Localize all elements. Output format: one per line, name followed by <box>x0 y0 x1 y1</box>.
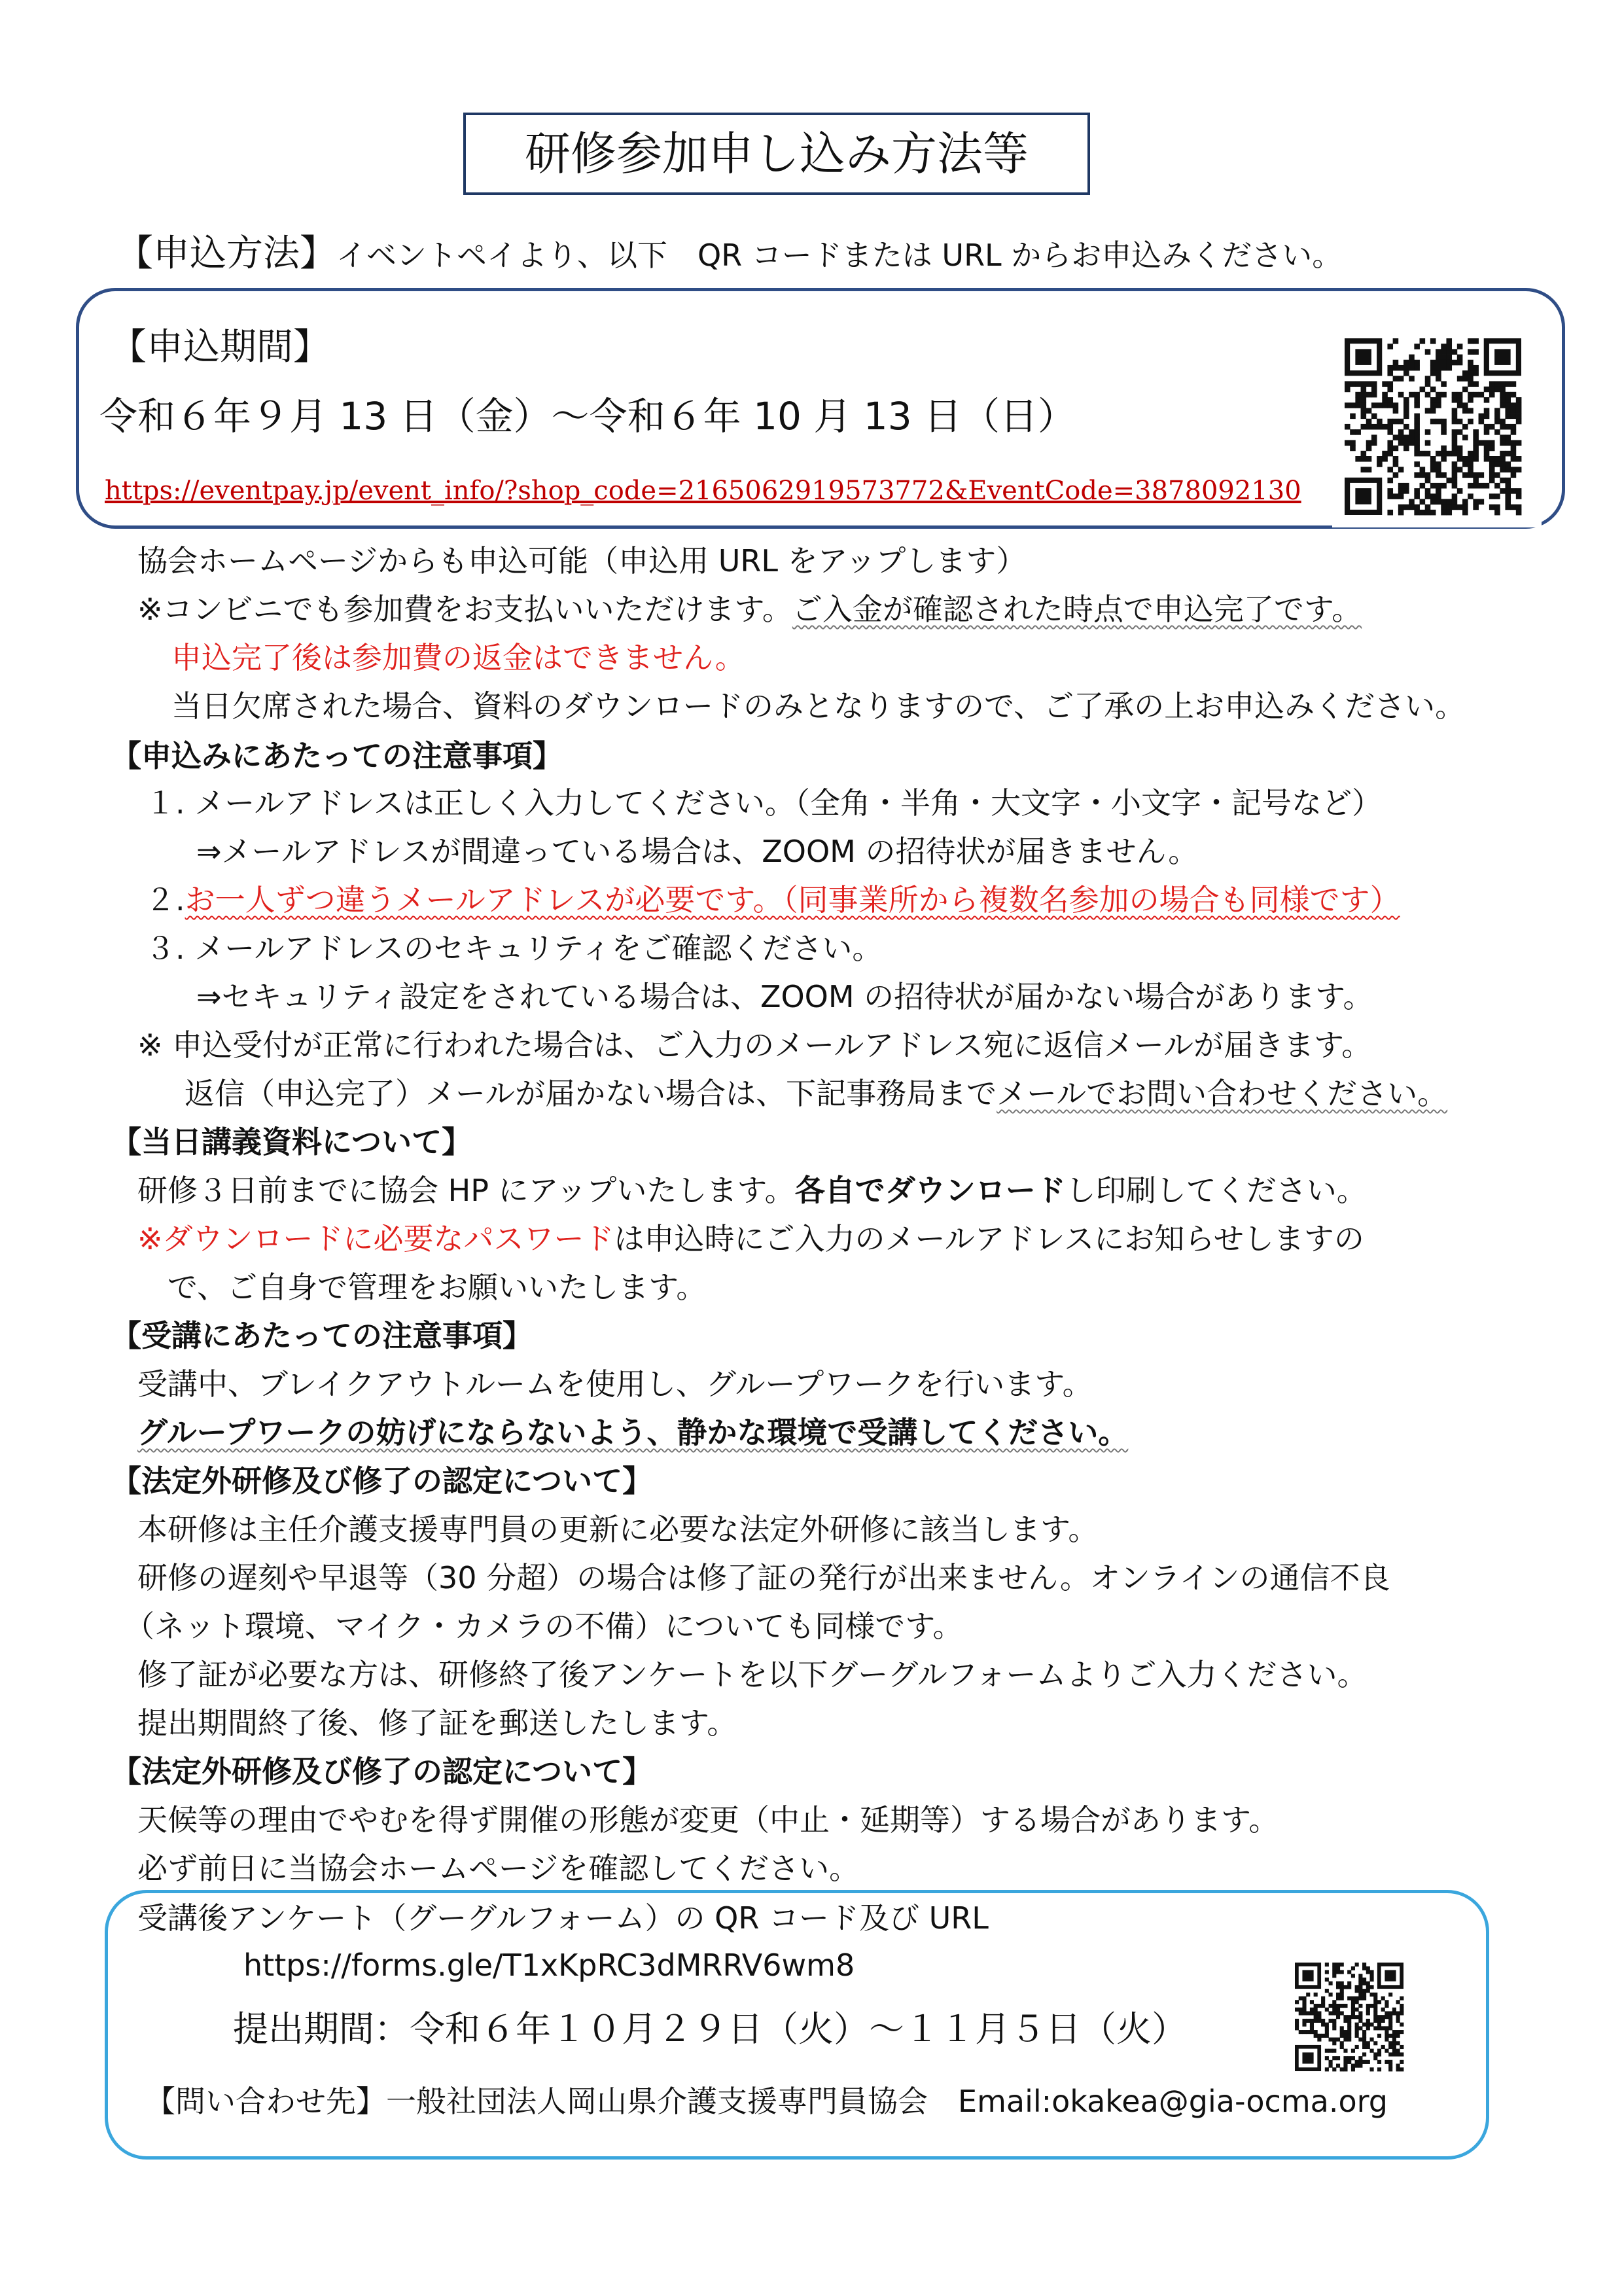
caution-note-1: ※ 申込受付が正常に行われた場合は、ご入力のメールアドレス宛に返信メールが届きます。 <box>137 1027 1372 1063</box>
note-convenience-b: ご入金が確認された時点で申込完了です。 <box>792 592 1362 627</box>
attend-line-1: 受講中、ブレイクアウトルームを使用し、グループワークを行います。 <box>137 1366 1093 1402</box>
caution-heading: 【申込みにあたっての注意事項】 <box>111 738 563 774</box>
materials-line-2c: は申込時にご入力のメールアドレスにお知らせしますの <box>614 1221 1364 1256</box>
caution-note-2 <box>185 1073 1447 1114</box>
materials-line-2 <box>137 1219 1364 1259</box>
caution-item-3: ３. メールアドレスのセキュリティをご確認ください。 <box>145 931 883 966</box>
materials-heading: 【当日講義資料について】 <box>111 1124 472 1160</box>
survey-period: 提出期間：令和６年１０月２９日（火）～１１月５日（火） <box>233 2008 1187 2050</box>
materials-line-1a: 研修３日前までに協会 HP にアップ <box>137 1173 617 1208</box>
page-title: 研修参加申し込み方法等 <box>463 113 1090 195</box>
cert-line-4: 修了証が必要な方は、研修終了後アンケートを以下グーグルフォームよりご入力ください。 <box>137 1657 1368 1692</box>
note-no-refund: 申込完了後は参加費の返金はできません。 <box>171 640 745 675</box>
apply-url-link[interactable]: https://eventpay.jp/event_info/?shop_code=2165062919573772&EventCode=3878092130 <box>105 476 1301 506</box>
caution-item-2 <box>145 880 1400 920</box>
caution-note-2-a: 返信（申込完了）メールが届かない場合は、下記事務局まで <box>185 1076 997 1111</box>
note-homepage: 協会ホームページからも申込可能（申込用 URL をアップします） <box>137 543 1027 578</box>
qr-code-icon <box>1332 326 1542 527</box>
cert-line-1: 本研修は主任介護支援専門員の更新に必要な法定外研修に該当します。 <box>137 1512 1099 1547</box>
cert-line-2: 研修の遅刻や早退等（30 分超）の場合は修了証の発行が出来ません。オンラインの通信不良 <box>137 1560 1390 1595</box>
caution-item-2-num: ２. <box>145 882 185 917</box>
materials-line-3: で、ご自身で管理をお願いいたします。 <box>168 1270 707 1305</box>
caution-item-1-sub: ⇒メールアドレスが間違っている場合は、ZOOM の招待状が届きません。 <box>196 834 1199 869</box>
apply-method-label: 【申込方法】 <box>116 232 336 275</box>
cert2-line-1: 天候等の理由でやむを得ず開催の形態が変更（中止・延期等）する場合があります。 <box>137 1802 1279 1838</box>
apply-method-text: イベントペイより、以下 QR コードまたは URL からお申込みください。 <box>336 238 1343 273</box>
note-convenience-a: ※コンビニでも参加費をお支払いいただけます。 <box>137 592 792 627</box>
cert-line-5: 提出期間終了後、修了証を郵送したします。 <box>137 1705 737 1741</box>
materials-line-1d: し印刷してください。 <box>1065 1173 1367 1208</box>
cert2-line-2: 必ず前日に当協会ホームページを確認してください。 <box>137 1851 860 1886</box>
qr-code-icon <box>1288 1955 1412 2078</box>
materials-line-1 <box>137 1170 1367 1211</box>
caution-item-1: １. メールアドレスは正しく入力してください。（全角・半角・大文字・小文字・記号など） <box>145 785 1382 821</box>
cert-line-3: （ネット環境、マイク・カメラの不備）についても同様です。 <box>124 1609 963 1644</box>
apply-period: 令和６年９月 13 日（金）～令和６年 10 月 13 日（日） <box>99 394 1076 438</box>
attend-heading: 【受講にあたっての注意事項】 <box>111 1318 533 1353</box>
materials-line-2a: ※ <box>137 1221 163 1256</box>
contact-info: 【問い合わせ先】一般社団法人岡山県介護支援専門員協会 Email:okakea@gia-ocma.org <box>145 2084 1388 2119</box>
caution-item-3-sub: ⇒セキュリティ設定をされている場合は、ZOOM の招待状が届かない場合があります。 <box>196 979 1373 1014</box>
apply-period-label: 【申込期間】 <box>110 326 330 368</box>
materials-line-1c: 各自でダウンロード <box>794 1173 1066 1208</box>
survey-title: 受講後アンケート（グーグルフォーム）の QR コード及び URL <box>137 1900 989 1936</box>
materials-line-2b: ダウンロードに必要なパスワード <box>162 1221 614 1256</box>
caution-item-2-text: お一人ずつ違うメールアドレスが必要です。（同事業所から複数名参加の場合も同様です） <box>185 882 1400 917</box>
attend-line-2: グループワークの妨げにならないよう、静かな環境で受講してください。 <box>137 1415 1129 1450</box>
apply-method <box>116 230 1342 279</box>
survey-url-link[interactable]: https://forms.gle/T1xKpRC3dMRRV6wm8 <box>243 1948 855 1983</box>
materials-line-1b: いたします。 <box>616 1173 795 1208</box>
cert2-heading: 【法定外研修及び修了の認定について】 <box>111 1754 653 1789</box>
cert-heading: 【法定外研修及び修了の認定について】 <box>111 1463 653 1499</box>
caution-note-2-b: メールでお問い合わせください。 <box>997 1076 1448 1111</box>
note-absence: 当日欠席された場合、資料のダウンロードのみとなりますので、ご了承の上お申込みください。 <box>171 688 1466 724</box>
note-convenience <box>137 589 1362 630</box>
